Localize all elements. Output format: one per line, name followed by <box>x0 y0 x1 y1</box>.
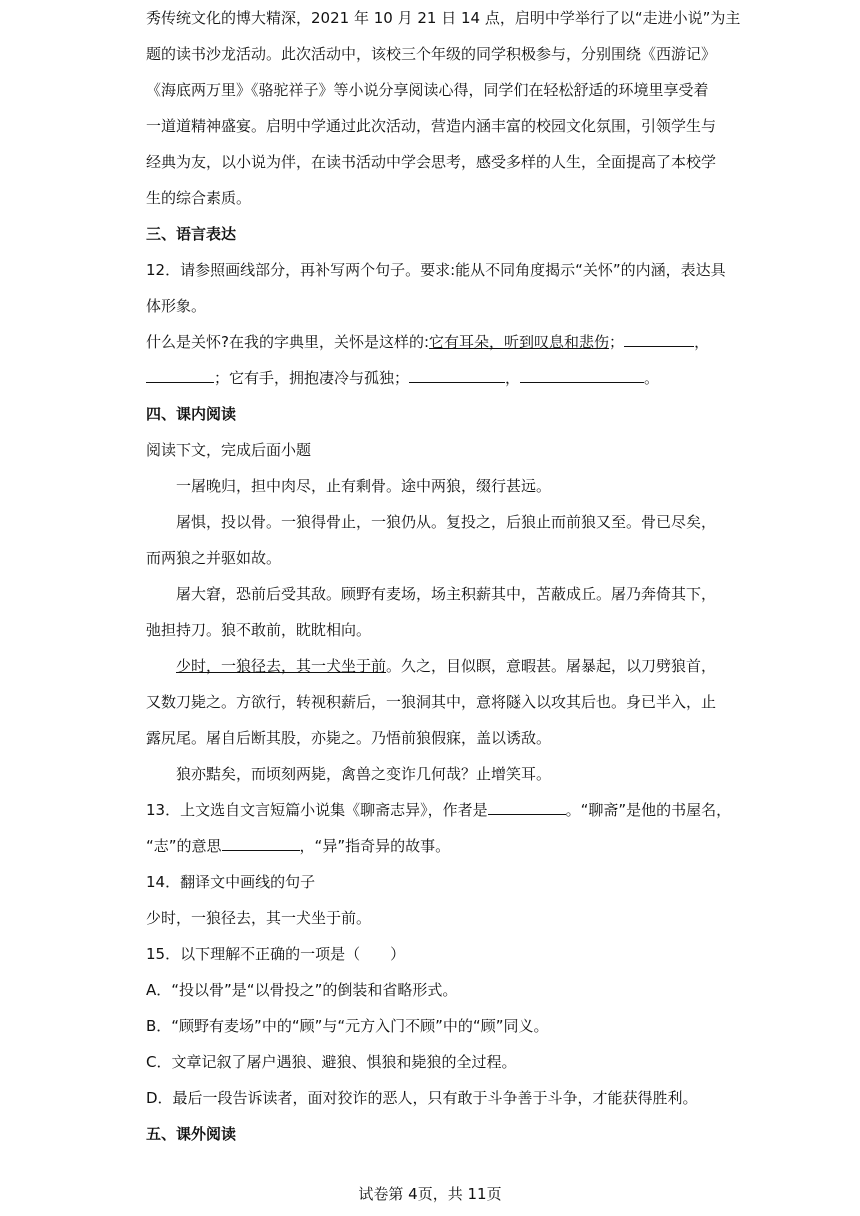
q14-sentence: 少时，一狼径去，其一犬坐于前。 <box>146 909 372 927</box>
q13-line-2 <box>146 836 726 856</box>
q13-text-2: 。“聊斋”是他的书屋名， <box>565 801 732 819</box>
passage-para-4-line-1 <box>176 656 756 676</box>
intro-line-6: 生的综合素质。 <box>146 189 252 207</box>
q15-prompt: 15．以下理解不正确的一项是（ ） <box>146 945 406 963</box>
page-footer: 试卷第 4页，共 11页 <box>358 1185 502 1203</box>
q15-option-b[interactable]: B．“顾野有麦场”中的“顾”与“元方入门不顾”中的“顾”同义。 <box>146 1017 549 1035</box>
intro-line-2: 题的读书沙龙活动。此次活动中，该校三个年级的同学积极参与，分别围绕《西游记》 <box>146 45 717 63</box>
q12-middle-text: ；它有手，拥抱凄冷与孤独； <box>214 369 410 387</box>
passage-para-4-line-3: 露尻尾。屠自后断其股，亦毙之。乃悟前狼假寐，盖以诱敌。 <box>146 729 552 747</box>
q13-text-3: “志”的意思 <box>146 837 222 855</box>
q12-comma-2: ， <box>505 369 521 387</box>
q12-comma-1: ， <box>694 333 710 351</box>
passage-para-3-line-2: 弛担持刀。狼不敢前，眈眈相向。 <box>146 621 372 639</box>
q12-semicolon: ； <box>609 333 625 351</box>
passage-para-2-line-2: 而两狼之并驱如故。 <box>146 549 282 567</box>
section-3-heading: 三、语言表达 <box>146 225 237 243</box>
passage-para-4-rest: 。久之，目似瞑，意暇甚。屠暴起，以刀劈狼首， <box>386 657 717 675</box>
q13-text-1: 13．上文选自文言短篇小说集《聊斋志异》，作者是 <box>146 801 488 819</box>
q15-option-c[interactable]: C．文章记叙了屠户遇狼、避狼、惧狼和毙狼的全过程。 <box>146 1053 517 1071</box>
intro-line-3: 《海底两万里》《骆驼祥子》等小说分享阅读心得，同学们在轻松舒适的环境里享受着 <box>146 81 709 99</box>
reading-instruction: 阅读下文，完成后面小题 <box>146 441 312 459</box>
q13-blank-meaning[interactable] <box>222 836 300 851</box>
passage-para-2-line-1: 屠惧，投以骨。一狼得骨止，一狼仍从。复投之，后狼止而前狼又至。骨已尽矣， <box>176 513 717 531</box>
section-5-heading: 五、课外阅读 <box>146 1125 237 1143</box>
section-4-heading: 四、课内阅读 <box>146 405 237 423</box>
intro-line-4: 一道道精神盛宴。启明中学通过此次活动，营造内涵丰富的校园文化氛围，引领学生与 <box>146 117 717 135</box>
passage-para-3-line-1: 屠大窘，恐前后受其敌。顾野有麦场，场主积薪其中，苫蔽成丘。屠乃奔倚其下， <box>176 585 717 603</box>
q12-line-3 <box>146 332 726 352</box>
q13-line-1 <box>146 800 732 820</box>
passage-para-4-line-2: 又数刀毙之。方欲行，转视积薪后，一狼洞其中，意将隧入以攻其后也。身已半入，止 <box>146 693 717 711</box>
passage-underlined-sentence: 少时，一狼径去，其一犬坐于前 <box>176 657 387 675</box>
q12-underlined-example: 它有耳朵，听到叹息和悲伤 <box>429 333 610 351</box>
q14-prompt: 14．翻译文中画线的句子 <box>146 873 316 891</box>
q12-blank-4[interactable] <box>520 368 644 383</box>
q12-blank-3[interactable] <box>409 368 505 383</box>
q12-line-1: 12．请参照画线部分，再补写两个句子。要求:能从不同角度揭示“关怀”的内涵，表达具 <box>146 261 726 279</box>
intro-line-5: 经典为友，以小说为伴，在读书活动中学会思考，感受多样的人生，全面提高了本校学 <box>146 153 717 171</box>
q15-option-a[interactable]: A．“投以骨”是“以骨投之”的倒装和省略形式。 <box>146 981 458 999</box>
q12-line-4 <box>146 368 726 388</box>
q15-option-d[interactable]: D．最后一段告诉读者，面对狡诈的恶人，只有敢于斗争善于斗争，才能获得胜利。 <box>146 1089 698 1107</box>
q12-blank-1[interactable] <box>624 332 694 347</box>
q13-blank-author[interactable] <box>488 800 566 815</box>
q12-period: 。 <box>644 369 660 387</box>
intro-line-1: 秀传统文化的博大精深，2021 年 10 月 21 日 14 点，启明中学举行了以“走进小说”为主 <box>146 9 741 27</box>
q13-text-4: ，“异”指奇异的故事。 <box>299 837 451 855</box>
q12-line-2: 体形象。 <box>146 297 207 315</box>
q12-prompt: 什么是关怀?在我的字典里，关怀是这样的: <box>146 333 430 351</box>
passage-para-1: 一屠晚归，担中肉尽，止有剩骨。途中两狼，缀行甚远。 <box>176 477 552 495</box>
passage-para-5: 狼亦黠矣，而顷刻两毙，禽兽之变诈几何哉？止增笑耳。 <box>176 765 552 783</box>
q12-blank-2[interactable] <box>146 368 214 383</box>
